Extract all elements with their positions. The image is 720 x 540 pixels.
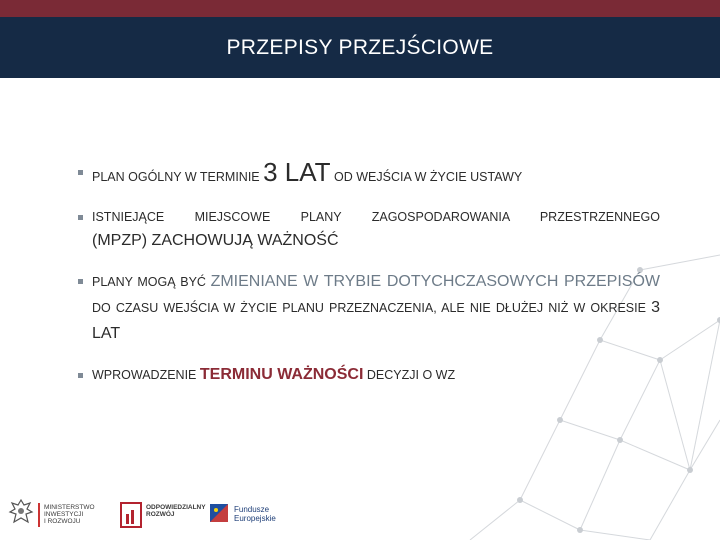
footer-logos bbox=[0, 490, 300, 538]
bullet-text: PLAN OGÓLNY W TERMINIE bbox=[92, 170, 264, 184]
bullet-wz-decisions bbox=[78, 363, 660, 387]
bullet-general-plan bbox=[78, 157, 660, 189]
campaign-logo-text bbox=[146, 504, 206, 518]
campaign-line: ROZWÓJ bbox=[146, 511, 175, 518]
bullet-text: WPROWADZENIE bbox=[92, 368, 200, 382]
bullet-text: OD WEJŚCIA W ŻYCIE USTAWY bbox=[330, 170, 523, 184]
bullet-accent: ZMIENIANE W TRYBIE DOTYCHCZASOWYCH PRZEPISÓW bbox=[210, 273, 660, 290]
eu-funds-text bbox=[234, 505, 276, 523]
bullet-text: DO CZASU WEJŚCIA W ŻYCIE PLANU PRZEZNACZENIA, ALE NIE DŁUŻEJ NIŻ W OKRESIE bbox=[92, 301, 652, 315]
ministry-line: MINISTERSTWO bbox=[44, 504, 95, 511]
bullet-accent: TERMINU WAŻNOŚCI bbox=[199, 366, 364, 383]
ministry-line: INWESTYCJI bbox=[44, 511, 84, 518]
slide-title: PRZEPISY PRZEJŚCIOWE bbox=[226, 35, 494, 59]
ministry-line: I ROZWOJU bbox=[44, 518, 81, 525]
eu-funds-line: Fundusze bbox=[234, 505, 270, 514]
bullet-highlight: 3 LAT bbox=[263, 157, 331, 187]
bullet-plan-changes bbox=[78, 269, 660, 347]
eu-funds-icon bbox=[208, 502, 230, 526]
bullet-list bbox=[78, 157, 660, 403]
bullet-mpzp bbox=[78, 205, 660, 253]
bullet-text: ISTNIEJĄCE MIEJSCOWE PLANY ZAGOSPODAROWANIA PRZESTRZENNEGO bbox=[92, 210, 660, 224]
eu-funds-line: Europejskie bbox=[234, 514, 276, 523]
eagle-emblem-icon bbox=[8, 498, 34, 530]
bullet-text: DECYZJI O WZ bbox=[363, 368, 456, 382]
bullet-text: PLANY MOGĄ BYĆ bbox=[92, 275, 211, 289]
campaign-logo-icon bbox=[120, 502, 142, 528]
bullet-highlight: 3 LAT bbox=[92, 299, 660, 342]
bullet-text-large: (MPZP) ZACHOWUJĄ WAŻNOŚĆ bbox=[92, 232, 339, 249]
ministry-divider bbox=[38, 503, 40, 527]
ministry-logo-text bbox=[44, 504, 95, 525]
campaign-line: ODPOWIEDZIALNY bbox=[146, 504, 206, 511]
